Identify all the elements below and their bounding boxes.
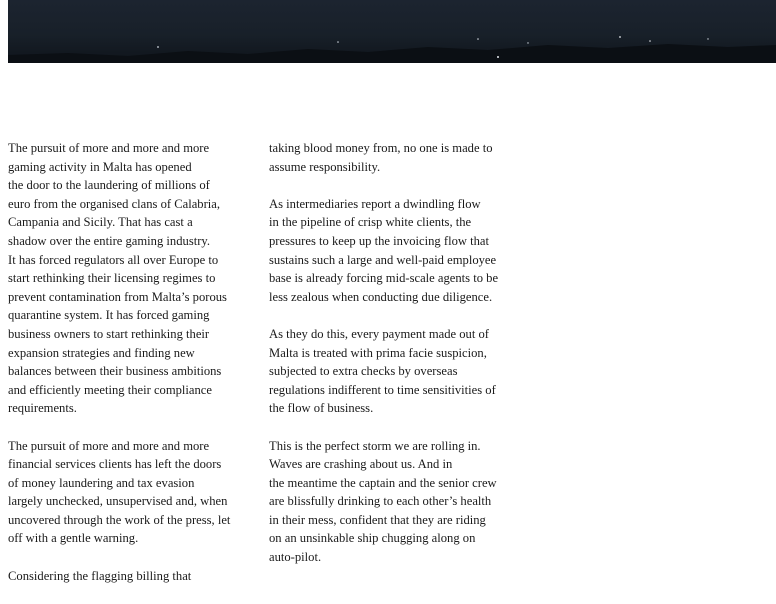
text-line: The pursuit of more and more and more: [8, 141, 210, 155]
text-line: taking blood money from, no one is made to: [269, 141, 493, 155]
text-line: in the pipeline of crisp white clients, the: [269, 215, 472, 230]
text-line: It has forced regulators all over Europe to: [8, 252, 219, 267]
hero-image: [8, 0, 776, 63]
text-line: less zealous when conducting due diligence.: [269, 289, 493, 304]
text-line: sustains such a large and well-paid employee: [269, 252, 497, 267]
text-line: prevent contamination from Malta’s porous: [8, 289, 227, 304]
text-line: euro from the organised clans of Calabria,: [8, 196, 221, 211]
paragraph: [269, 437, 519, 567]
text-line: the flow of business.: [269, 401, 374, 416]
text-line: start rethinking their licensing regimes to: [8, 271, 216, 286]
text-line: balances between their business ambitions: [8, 364, 222, 379]
paragraph: [269, 195, 519, 307]
text-line: This is the perfect storm we are rolling in.: [269, 438, 481, 453]
text-line: Campania and Sicily. That has cast a: [8, 215, 193, 230]
text-line: As intermediaries report a dwindling flow: [269, 196, 481, 211]
text-line: shadow over the entire gaming industry.: [8, 233, 211, 248]
text-line: the door to the laundering of millions of: [8, 178, 210, 193]
text-line: auto-pilot.: [269, 550, 322, 565]
text-line: The pursuit of more and more and more: [8, 438, 210, 453]
text-line: As they do this, every payment made out of: [269, 326, 489, 341]
text-line: Malta is treated with prima facie suspicion,: [269, 345, 487, 360]
text-line: quarantine system. It has forced gaming: [8, 308, 210, 323]
text-line: are blissfully drinking to each other’s health: [269, 494, 492, 509]
article-right-column: [269, 139, 519, 585]
text-line: requirements.: [8, 401, 77, 416]
text-line: uncovered through the work of the press, let: [8, 512, 231, 527]
paragraph: [8, 139, 248, 418]
text-line: off with a gentle warning.: [8, 531, 139, 546]
text-line: on an unsinkable ship chugging along on: [269, 531, 476, 546]
text-line: largely unchecked, unsupervised and, when: [8, 494, 228, 509]
text-line: the meantime the captain and the senior crew: [269, 475, 497, 490]
text-line: regulations indifferent to time sensitivities of: [269, 382, 496, 397]
text-line: of money laundering and tax evasion: [8, 475, 195, 490]
text-line: and efficiently meeting their compliance: [8, 382, 212, 397]
paragraph: [269, 325, 519, 418]
text-line: gaming activity in Malta has opened: [8, 159, 192, 174]
text-line: expansion strategies and finding new: [8, 345, 195, 360]
text-line: in their mess, confident that they are riding: [269, 512, 486, 527]
text-line: business owners to start rethinking their: [8, 326, 210, 341]
night-city-photo: [8, 33, 776, 63]
text-line: assume responsibility.: [269, 159, 381, 174]
paragraph: [269, 139, 519, 176]
text-line: pressures to keep up the invoicing flow that: [269, 233, 489, 248]
paragraph: [8, 437, 248, 549]
article-left-column: [8, 139, 248, 604]
text-line: subjected to extra checks by overseas: [269, 364, 458, 379]
text-line: Waves are crashing about us. And in: [269, 457, 453, 472]
text-line: financial services clients has left the doors: [8, 457, 222, 472]
text-line: base is already forcing mid-scale agents to be: [269, 271, 499, 286]
text-line: Considering the flagging billing that: [8, 568, 192, 583]
